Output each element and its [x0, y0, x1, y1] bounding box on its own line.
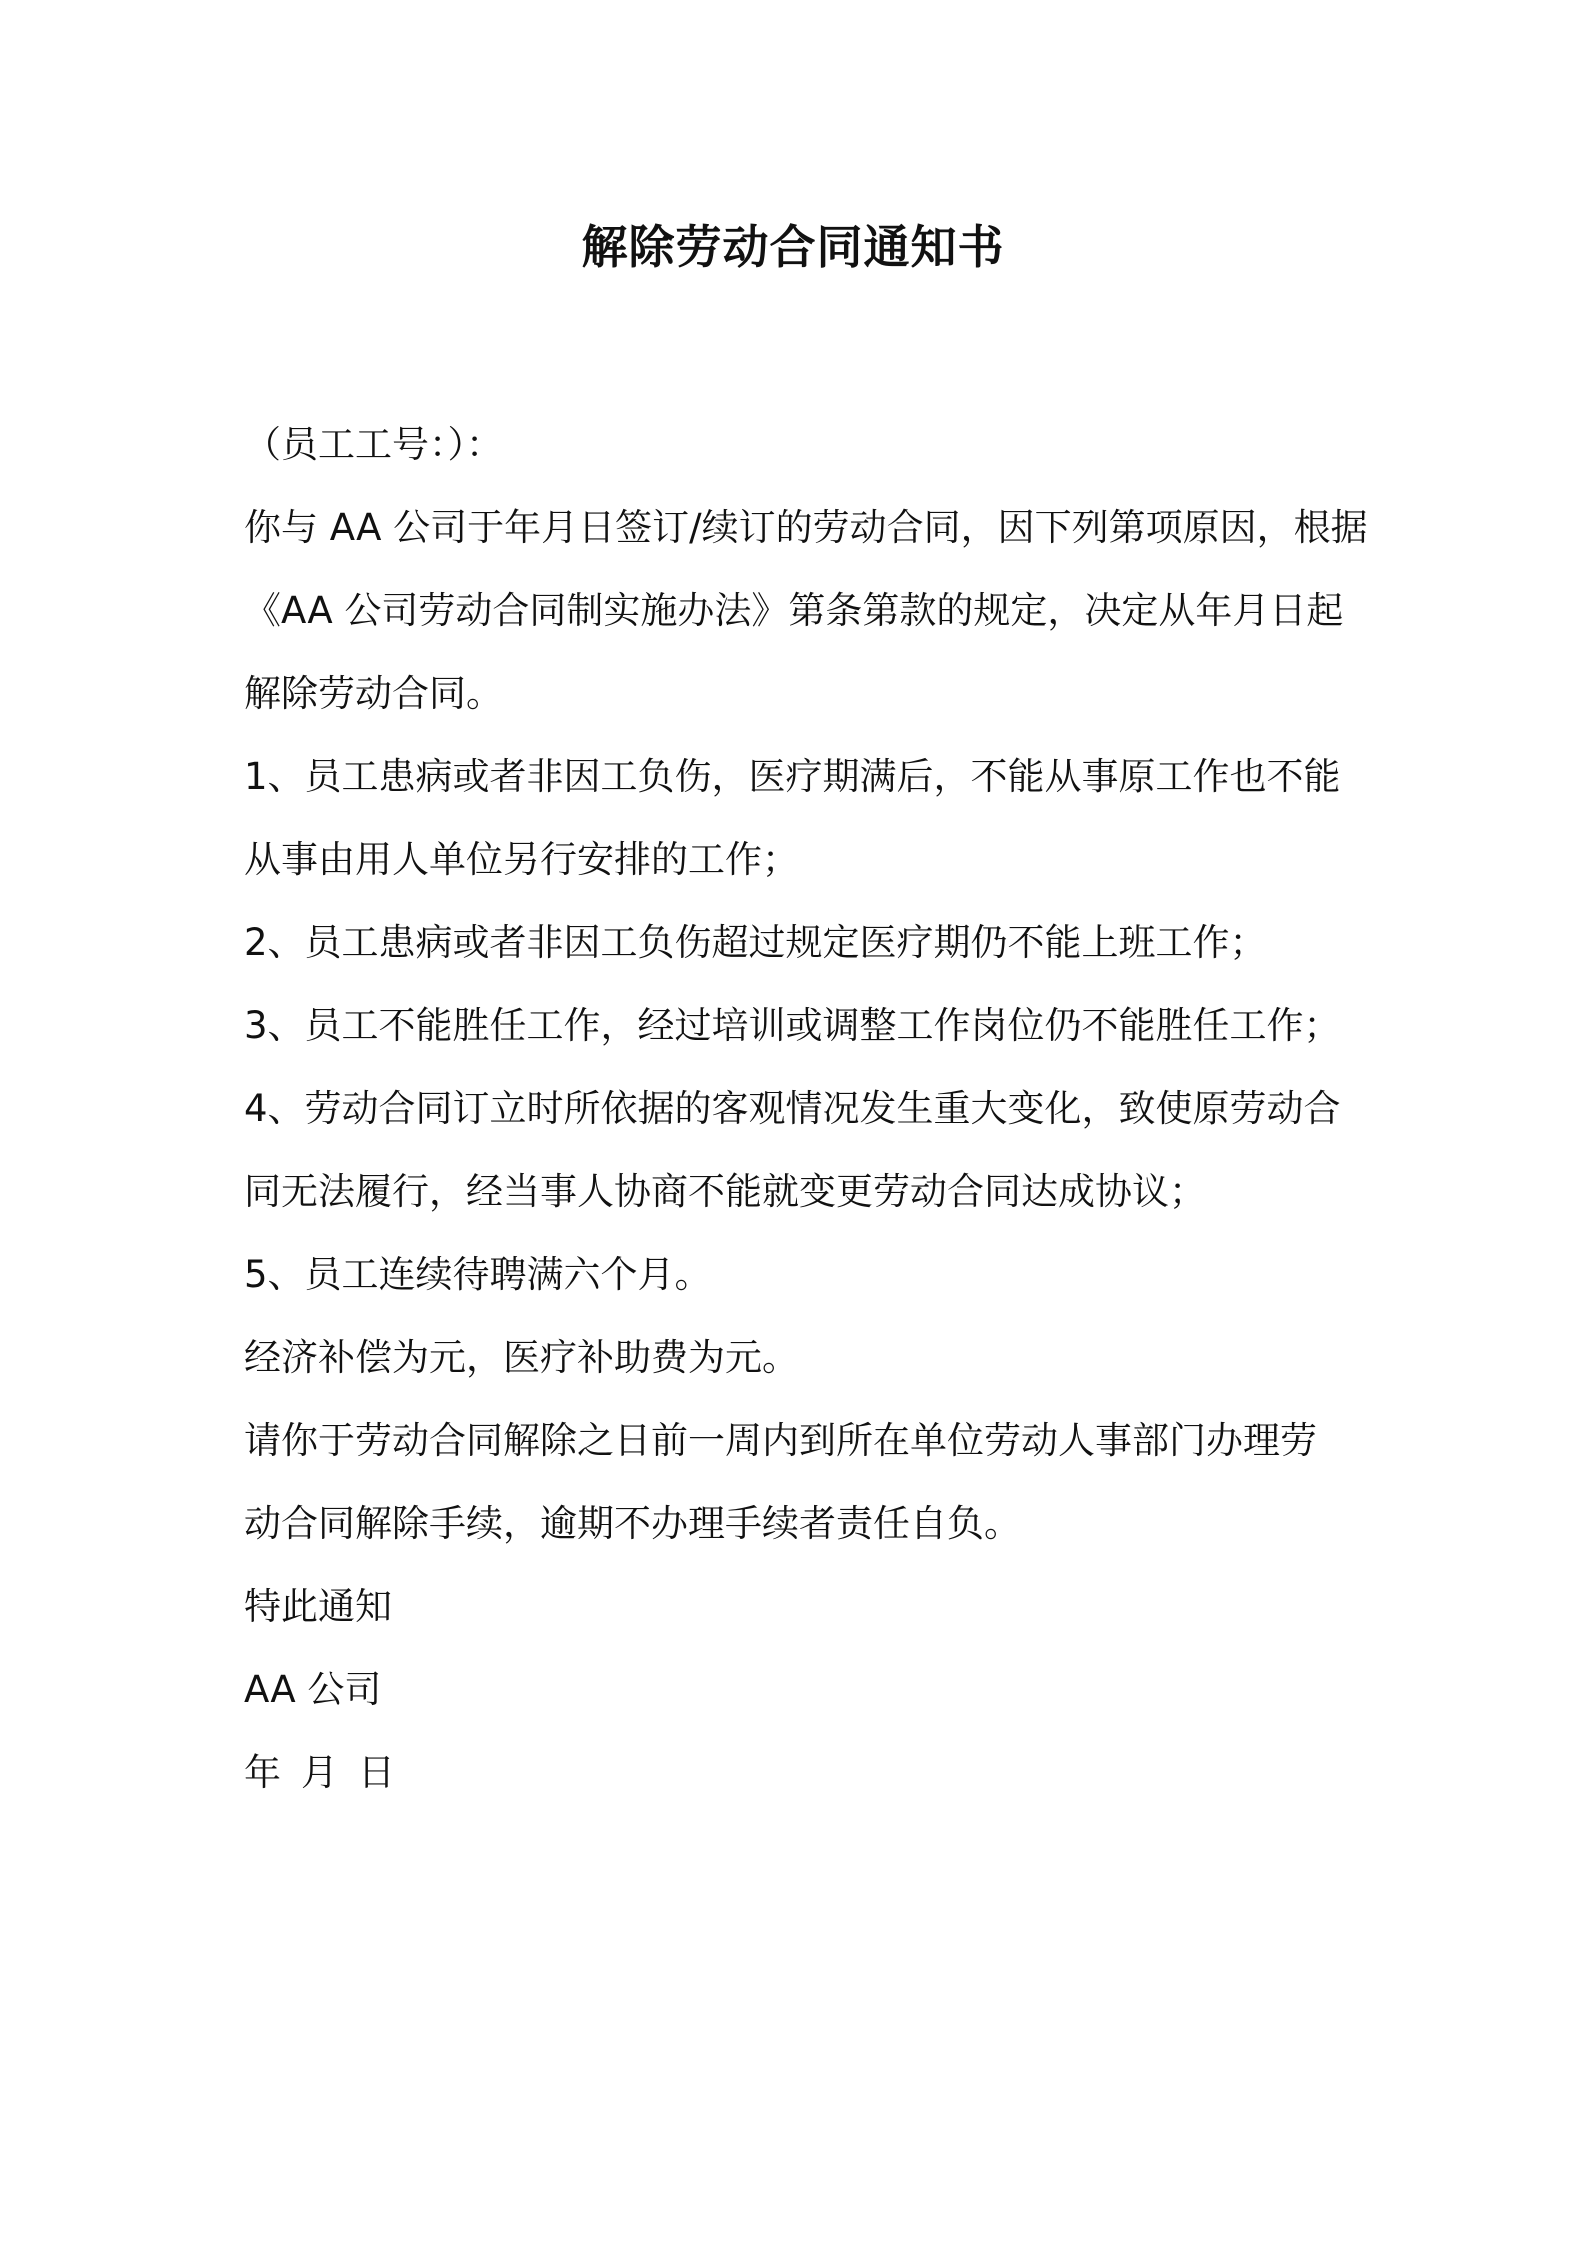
- reason-line: 1、员工患病或者非因工负伤，医疗期满后，不能从事原工作也不能: [244, 755, 1341, 798]
- date-day: 日: [358, 1751, 395, 1794]
- instruction-line: 动合同解除手续，逾期不办理手续者责任自负。: [244, 1502, 1021, 1545]
- reason-line: 2、员工患病或者非因工负伤超过规定医疗期仍不能上班工作；: [244, 921, 1267, 964]
- compensation-line: 经济补偿为元，医疗补助费为元。: [244, 1336, 799, 1379]
- document-title: 解除劳动合同通知书: [581, 220, 1005, 274]
- closing-line: 特此通知: [244, 1585, 392, 1628]
- reason-line: 从事由用人单位另行安排的工作；: [244, 838, 799, 881]
- intro-line: 《AA 公司劳动合同制实施办法》第条第款的规定，决定从年月日起: [244, 589, 1344, 632]
- date-line: [244, 1731, 1354, 1814]
- company-name: AA 公司: [244, 1668, 382, 1711]
- reason-line: 5、员工连续待聘满六个月。: [244, 1253, 712, 1296]
- intro-line: 你与 AA 公司于年月日签订/续订的劳动合同，因下列第项原因，根据: [244, 506, 1368, 549]
- reason-line: 同无法履行，经当事人协商不能就变更劳动合同达成协议；: [244, 1170, 1206, 1213]
- instruction-line: 请你于劳动合同解除之日前一周内到所在单位劳动人事部门办理劳: [244, 1419, 1317, 1462]
- salutation: （员工工号：）：: [244, 423, 503, 466]
- intro-line: 解除劳动合同。: [244, 672, 503, 715]
- date-year: 年: [244, 1751, 281, 1794]
- reason-line: 3、员工不能胜任工作，经过培训或调整工作岗位仍不能胜任工作；: [244, 1004, 1341, 1047]
- date-month: 月: [301, 1751, 338, 1794]
- reason-line: 4、劳动合同订立时所依据的客观情况发生重大变化，致使原劳动合: [244, 1087, 1341, 1130]
- document-body: [244, 403, 1368, 1814]
